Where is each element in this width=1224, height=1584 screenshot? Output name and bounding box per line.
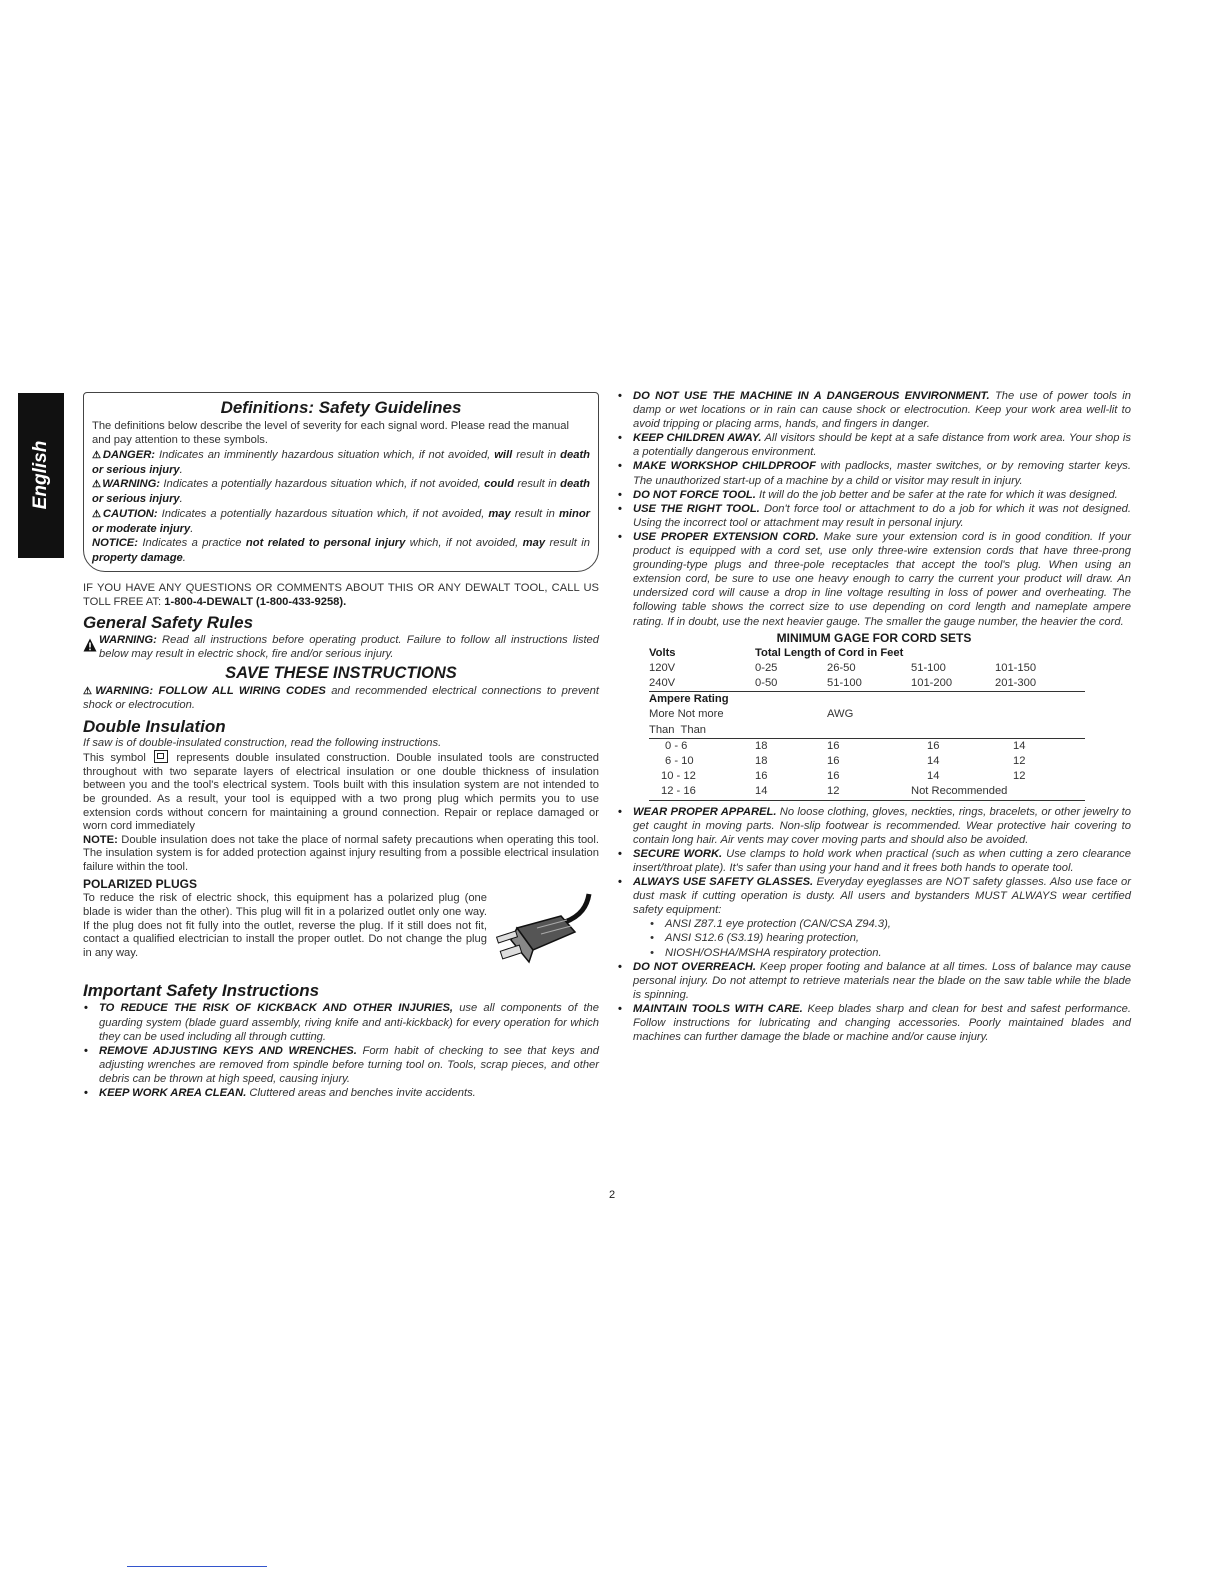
important-safety-title: Important Safety Instructions (83, 981, 320, 1001)
general-safety-rules-title: General Safety Rules (83, 613, 254, 633)
double-insulation-intro: If saw is of double-insulated construction, read the following instructions. (83, 736, 442, 749)
wiring-warning: ⚠WARNING: FOLLOW ALL WIRING CODES and recommended electrical connections to prevent shock or electrocution. (83, 685, 599, 711)
table-row: 12 - 16 14 12 Not Recommended (649, 784, 1085, 800)
footer-rule (127, 1566, 267, 1567)
table-row: 0 - 6 18 16 16 14 (665, 739, 1026, 752)
double-insulation-title: Double Insulation (83, 716, 226, 736)
list-item: • MAKE WORKSHOP CHILDPROOF with padlocks, master switches, or by removing starter keys. The unauthorized start-up of a machine by a child or visitor may result in injury. (617, 459, 1131, 487)
table-row: 120V 0-25 26-50 51-100 101-150 (649, 661, 1037, 674)
ampere-header: Ampere Rating (649, 693, 729, 706)
volts-header: Volts (649, 646, 676, 659)
cord-table-title: MINIMUM GAGE FOR CORD SETS (776, 630, 972, 645)
double-insulation-note: NOTE: Double insulation does not take the place of normal safety precautions when operating this tool. The insulation system is for added protection against injury resulting from a possible electrical insulation failure within the tool. (83, 833, 599, 873)
polarized-plugs-section (83, 892, 599, 975)
list-item: • SECURE WORK. Use clamps to hold work when practical (such as when cutting a zero clearance insert/throat plate). It's safer than using your hand and it frees both hands to operate tool. (617, 847, 1131, 875)
list-item: • USE PROPER EXTENSION CORD. Make sure your extension cord is in good condition. If your product is equipped with a cord set, use only three-wire extension cords that have three-prong grounding-type plugs and three-pole receptacles that accept the tool's plug. When using an extension cord, be sure to use one heavy enough to carry the current your product will draw. An undersized cord will cause a drop in line voltage resulting in loss of power and overheating. The following table shows the correct size to use depending on cord length and nameplate ampere rating. If in doubt, use the next heavier gauge. The smaller the gauge number, the heavier the cord. (617, 530, 1131, 629)
polarized-plugs-text: To reduce the risk of electric shock, this equipment has a polarized plug (one blade is wider than the other). This plug will fit in a polarized outlet only one way. If the plug does not fit fully into the outlet, reverse the plug. If it still does not fit, contact a qualified electrician to install the proper outlet. Do not change the plug in any way. (83, 892, 487, 959)
list-item: • KEEP CHILDREN AWAY. All visitors should be kept at a safe distance from work area. Your shop is a potentially dangerous environment. (617, 431, 1131, 459)
list-item: • MAINTAIN TOOLS WITH CARE. Keep blades sharp and clean for best and safest performance. Follow instructions for lubricating and changing accessories. Poorly maintained blades and machines can further damage the blade or machine and/or cause injury. (617, 1002, 1131, 1044)
safety-rules-list-a (617, 389, 1131, 629)
toll-free-number: 1-800-4-DEWALT (1-800-433-9258). (164, 595, 347, 608)
save-instructions-title: SAVE THESE INSTRUCTIONS (225, 664, 457, 683)
table-row: More Not more AWG (649, 708, 854, 721)
page-number: 2 (608, 1189, 616, 1201)
general-warning: WARNING: Read all instructions before operating product. Failure to follow all instructions listed below may result in electric shock, fire and/or serious injury. (83, 634, 599, 661)
warning-triangle-icon (83, 634, 99, 661)
table-row: 240V 0-50 51-100 101-200 201-300 (649, 676, 1085, 692)
list-item: • ALWAYS USE SAFETY GLASSES. Everyday eyeglasses are NOT safety glasses. Also use face or dust mask if cutting operation is dusty. All users and bystanders MUST ALWAYS wear certified safety equipment: (617, 875, 1131, 917)
table-row (649, 646, 1085, 661)
list-item: • USE THE RIGHT TOOL. Don't force tool or attachment to do a job for which it was not designed. Using the incorrect tool or attachment may result in personal injury. (617, 502, 1131, 530)
double-insulated-symbol-icon (154, 750, 168, 763)
contact-paragraph: IF YOU HAVE ANY QUESTIONS OR COMMENTS ABOUT THIS OR ANY DEWALT TOOL, CALL US TOLL FREE AT: 1-800-4-DEWALT (1-800-433-9258). (83, 581, 599, 608)
list-item: • ANSI S12.6 (S3.19) hearing protection, (649, 931, 1131, 945)
notice-definition: NOTICE: Indicates a practice not related to personal injury which, if not avoided, may result in property damage. (92, 537, 591, 564)
danger-definition: ⚠DANGER: Indicates an imminently hazardous situation which, if not avoided, will result in death or serious injury. (92, 448, 591, 476)
safety-rules-list-b (617, 805, 1131, 918)
list-item: • ANSI Z87.1 eye protection (CAN/CSA Z94.3), (649, 917, 1131, 931)
right-column (617, 389, 1131, 1044)
definitions-box (83, 392, 599, 572)
polarized-plug-image (487, 892, 599, 975)
list-item: • NIOSH/OSHA/MSHA respiratory protection. (649, 946, 1131, 960)
list-item: • DO NOT OVERREACH. Keep proper footing and balance at all times. Loss of balance may cause personal injury. Do not attempt to retrieve materials near the blade on the saw table while the blade is spinning. (617, 960, 1131, 1002)
list-item: • TO REDUCE THE RISK OF KICKBACK AND OTHER INJURIES, use all components of the guarding system (blade guard assembly, riving knife and anti-kickback) for every operation for which they can be used including all through cutting. (83, 1001, 599, 1043)
table-row: 10 - 12 16 16 14 12 (661, 770, 1026, 783)
list-item: • KEEP WORK AREA CLEAN. Cluttered areas and benches invite accidents. (83, 1086, 599, 1100)
table-row (649, 692, 1085, 708)
polarized-plugs-title: POLARIZED PLUGS (83, 877, 198, 892)
caution-definition: ⚠CAUTION: Indicates a potentially hazardous situation which, if not avoided, may result in minor or moderate injury. (92, 507, 591, 536)
double-insulation-text: This symbol represents double insulated construction. Double insulated tools are constructed throughout with two separate layers of electrical insulation or one double thickness of insulation between you and the tool's electrical system. Tools built with this insulation system are not intended to be grounded. As a result, your tool is equipped with a two prong plug which permits you to use extension cords without concern for maintaining a ground connection. Repair or replace damaged or worn cord immediately (83, 752, 599, 833)
safety-rules-list-c (617, 960, 1131, 1045)
table-row: Than Than (649, 723, 1085, 739)
alert-triangle-icon: ⚠ (92, 449, 102, 461)
list-item: • DO NOT FORCE TOOL. It will do the job better and be safer at the rate for which it was designed. (617, 488, 1131, 502)
alert-triangle-icon: ⚠ (92, 479, 102, 491)
definitions-title: Definitions: Safety Guidelines (220, 398, 462, 417)
list-item: • WEAR PROPER APPAREL. No loose clothing, gloves, neckties, rings, bracelets, or other jewelry to get caught in moving parts. Non-slip footwear is recommended. Wear protective hair covering to contain long hair. Air vents may cover moving parts and should also be avoided. (617, 805, 1131, 847)
list-item: • DO NOT USE THE MACHINE IN A DANGEROUS ENVIRONMENT. The use of power tools in damp or wet locations or in rain can cause shock or electrocution. Keep your work area well-lit to avoid tripping or placing arms, hands, and fingers in danger. (617, 389, 1131, 431)
language-tab (18, 393, 64, 558)
alert-triangle-icon: ⚠ (92, 508, 102, 520)
list-item: • REMOVE ADJUSTING KEYS AND WRENCHES. Form habit of checking to see that keys and adjusting wrenches are removed from spindle before turning tool on. Tools, scrap pieces, and other debris can be thrown at high speed, causing injury. (83, 1044, 599, 1086)
warning-definition: ⚠WARNING: Indicates a potentially hazardous situation which, if not avoided, could result in death or serious injury. (92, 478, 591, 506)
important-safety-list (83, 1001, 599, 1100)
cord-gauge-table (649, 646, 1085, 801)
definitions-intro: The definitions below describe the level of severity for each signal word. Please read the manual and pay attention to these symbols. (92, 420, 569, 447)
left-column (83, 392, 599, 1100)
language-tab-label: English (30, 440, 51, 510)
alert-triangle-icon: ⚠ (83, 686, 95, 698)
table-row: 6 - 10 18 16 14 12 (665, 755, 1026, 768)
safety-equipment-list (617, 917, 1131, 959)
length-header: Total Length of Cord in Feet (755, 646, 904, 659)
